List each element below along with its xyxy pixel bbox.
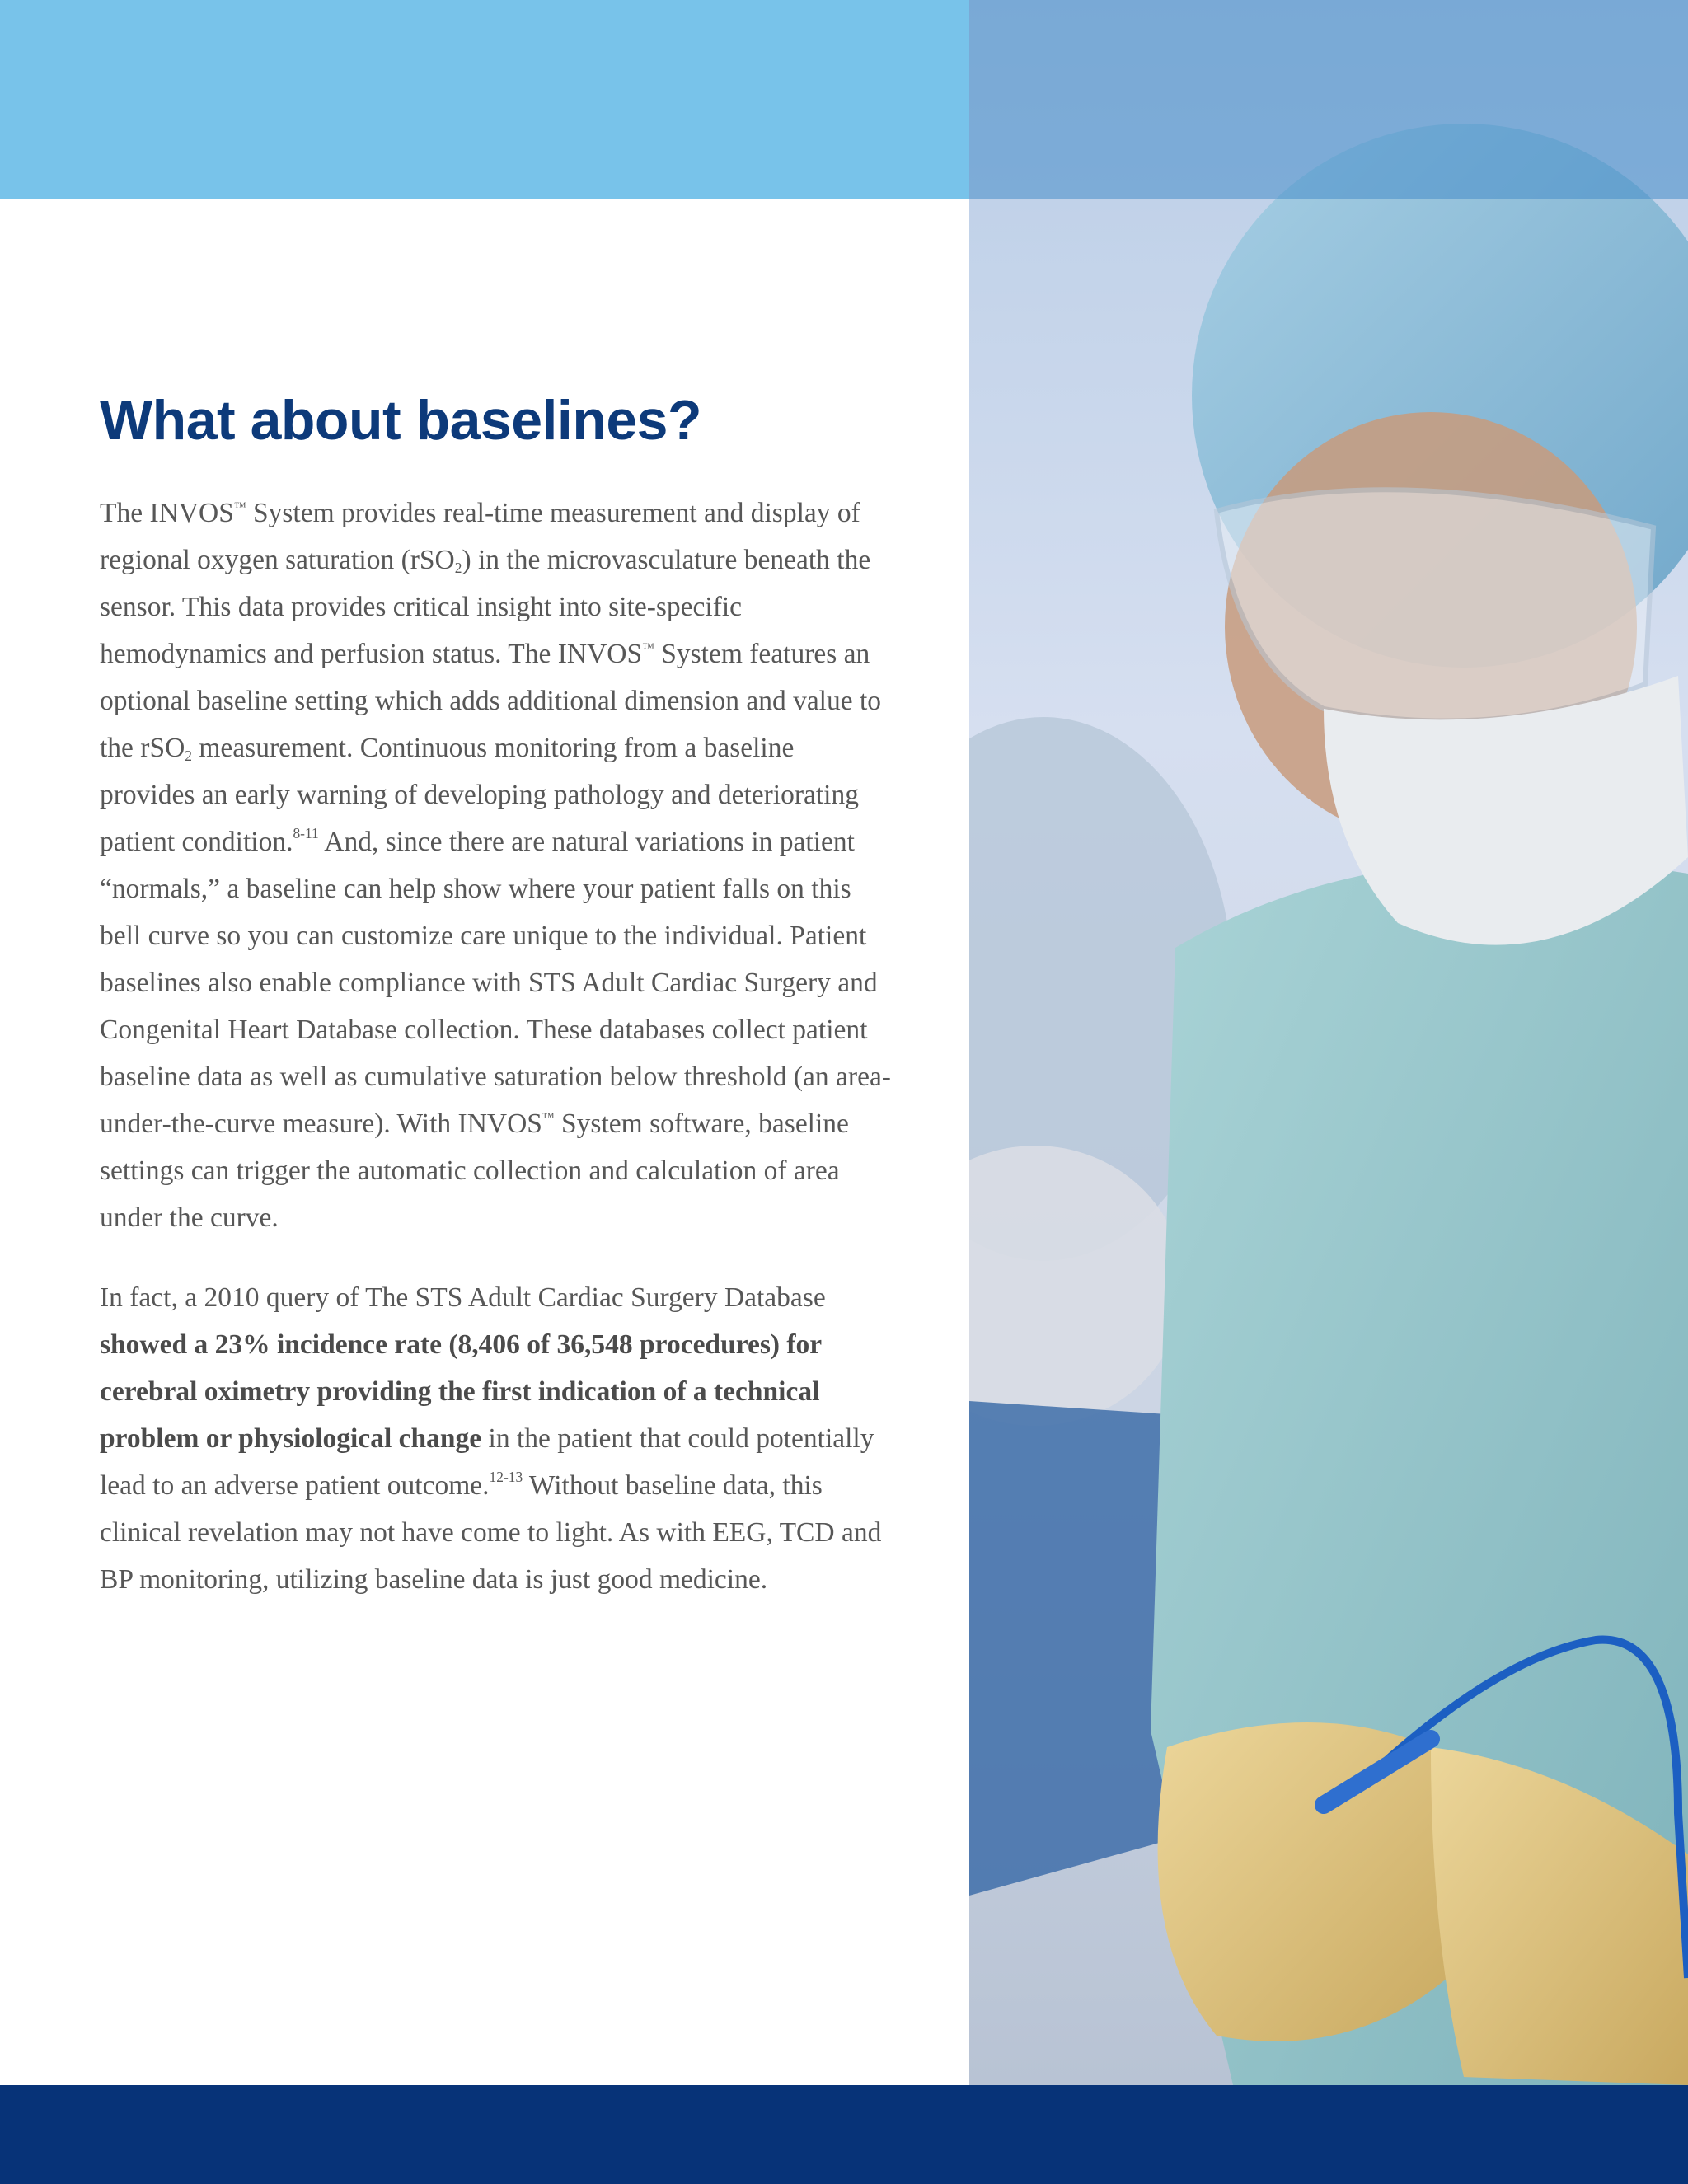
text-run: Without baseline data, this clinical revelation may not have come to light. As with EEG, TCD and BP monitoring, utilizing baseline data is just good medicine.: [100, 1469, 882, 1595]
reference-superscript: 8-11: [293, 824, 319, 841]
photo-top-tint: [969, 0, 1688, 199]
text-run: System software, baseline settings can trigger the automatic collection and calculation of area under the curve.: [100, 1108, 849, 1233]
subscript: 2: [454, 559, 462, 576]
main-content: [100, 387, 891, 1603]
text-run: System provides real-time measurement and display of regional oxygen saturation (rSO: [100, 497, 860, 575]
surgeon-photo: [969, 0, 1688, 2085]
text-run: The INVOS: [100, 497, 234, 528]
text-run: measurement. Continuous monitoring from a baseline provides an early warning of developing pathology and deteriorating patient condition.: [100, 732, 859, 857]
text-run: ) in the microvasculature beneath the sensor. This data provides critical insight into site-specific hemodynamics and perfusion status. The INVOS: [100, 544, 871, 669]
trademark-symbol: ™: [233, 500, 246, 514]
paragraph-sts-query: [100, 1274, 891, 1603]
text-run: in the patient that could potentially lead to an adverse patient outcome.: [100, 1422, 874, 1501]
reference-superscript: 12-13: [489, 1468, 523, 1485]
surgeon-photo-illustration: [969, 0, 1688, 2085]
text-run: And, since there are natural variations in patient “normals,” a baseline can help show where your patient falls on this bell curve so you can customize care unique to the individual. Patient baselines also enable compliance with STS Adult Cardiac Surgery and Congenital Heart Database collection. These databases collect patient baseline data as well as cumulative saturation below threshold (an area-under-the-curve measure). With INVOS: [100, 826, 891, 1139]
text-run: System features an optional baseline setting which adds additional dimension and value to the rSO: [100, 638, 882, 763]
trademark-symbol: ™: [642, 641, 654, 655]
gloved-hand-left: [1158, 1722, 1461, 2041]
paragraph-baselines-intro: [100, 490, 891, 1241]
bold-text-run: showed a 23% incidence rate (8,406 of 36,548 procedures) for cerebral oximetry providing the first indication of a technical problem or physiological change: [100, 1329, 822, 1454]
subscript: 2: [185, 747, 192, 764]
trademark-symbol: ™: [542, 1111, 555, 1125]
text-run: In fact, a 2010 query of The STS Adult Cardiac Surgery Database: [100, 1282, 826, 1313]
bottom-color-band: [0, 2085, 1688, 2184]
top-color-band: [0, 0, 969, 199]
page-heading: What about baselines?: [100, 389, 702, 452]
